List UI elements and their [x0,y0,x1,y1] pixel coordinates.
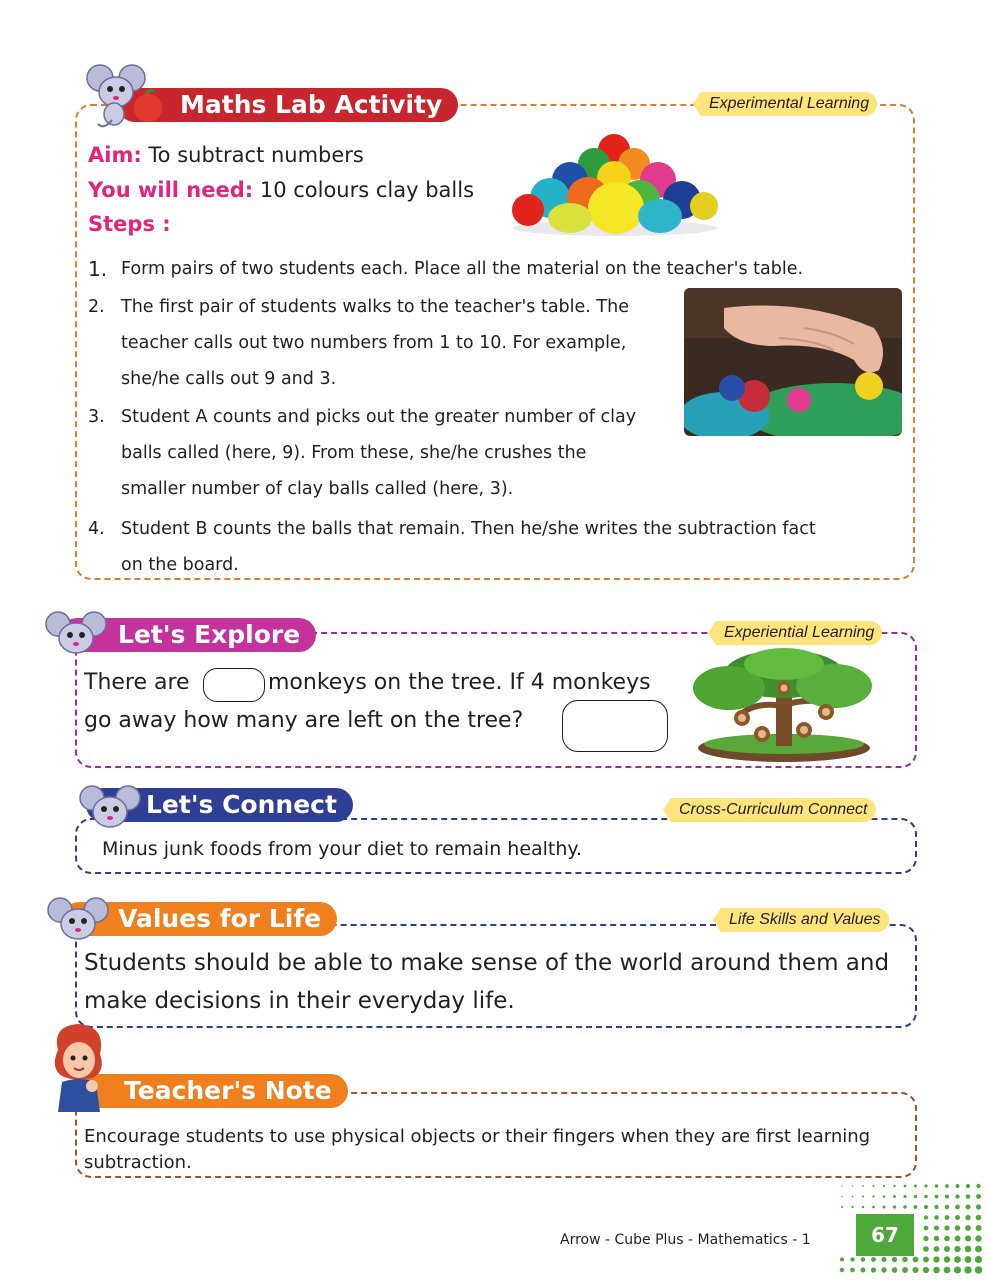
decor-dot [945,1215,950,1220]
decor-dot [975,1266,983,1274]
teacher-note-line: subtraction. [84,1152,192,1173]
decor-dot [944,1236,950,1242]
monkey-tree-image [684,646,874,766]
decor-dot [944,1246,950,1252]
decor-dot [852,1185,853,1186]
page-number: 67 [856,1214,914,1256]
decor-dot [965,1235,971,1241]
step-text-line: teacher calls out two numbers from 1 to 10. For example, [121,333,627,353]
explore-line-2 [84,704,523,738]
teacher-note-title: Teacher's Note [72,1074,348,1108]
decor-dot [882,1257,887,1262]
lab-tag-notch [693,92,701,116]
decor-dot [945,1205,949,1209]
explore-text: monkeys on the tree. If 4 monkeys [268,670,651,695]
explore-line-1b [268,666,651,700]
teacher-note-text [84,1124,870,1176]
teacher-note-line: Encourage students to use physical objects or their fingers when they are first learning [84,1126,871,1147]
hand-clay-photo [684,288,902,436]
values-tag: Life Skills and Values [721,908,889,932]
step-number: 1. [88,257,108,281]
decor-dot [861,1268,866,1273]
step-text-line: The first pair of students walks to the teacher's table. The [121,297,629,317]
values-line: make decisions in their everyday life. [84,988,515,1014]
decor-dot [934,1246,940,1252]
decor-dot [893,1185,895,1187]
explore-tag: Experiential Learning [716,621,882,645]
decor-dot [892,1267,898,1273]
lab-tag: Experimental Learning [701,92,877,116]
decor-dot [924,1226,929,1231]
decor-dot [924,1215,928,1219]
mouse-mascot-icon [74,784,144,834]
step-text-line: Student B counts the balls that remain. Then he/she writes the subtraction fact [121,519,816,539]
decor-dot [912,1267,918,1273]
need-text: 10 colours clay balls [259,178,475,202]
decor-dot [841,1185,842,1186]
lab-activity-title: Maths Lab Activity [118,88,458,122]
decor-dot [914,1185,917,1188]
mouse-mascot-icon [40,610,110,660]
decor-dot [966,1184,970,1188]
step-number: 2. [88,297,105,317]
decor-dot [934,1205,938,1209]
decor-dot [966,1194,971,1199]
clay-balls-image [510,128,720,236]
decor-dot [881,1267,886,1272]
decor-dot [851,1206,853,1208]
decor-dot [956,1184,960,1188]
decor-dot [913,1257,919,1263]
decor-dot [976,1204,981,1209]
decor-dot [923,1257,929,1263]
monkey-count-answer-box[interactable] [203,668,265,702]
decor-dot [935,1195,939,1199]
decor-dot [871,1267,876,1272]
step-text-line: balls called (here, 9). From these, she/he crushes the [121,443,587,463]
need-label: You will need: [88,178,254,202]
decor-dot [924,1184,927,1187]
decor-dot [935,1184,938,1187]
decor-dot [883,1206,886,1209]
mouse-mascot-icon [42,896,112,946]
aim-line [88,140,364,170]
decor-dot [852,1196,854,1198]
decor-dot [923,1246,929,1252]
decor-dot [873,1185,875,1187]
decor-dot [862,1195,864,1197]
decor-dot [902,1257,907,1262]
values-text [84,944,889,1020]
decor-dot [862,1185,864,1187]
decor-dot [883,1185,885,1187]
decor-dot [944,1267,951,1274]
connect-title: Let's Connect [86,788,353,822]
step-text-line: Student A counts and picks out the greater number of clay [121,407,637,427]
explore-text: go away how many are left on the tree? [84,708,524,733]
decor-dot [976,1184,980,1188]
decorative-dot-grid [836,1180,986,1280]
decor-dot [934,1215,939,1220]
decor-dot [934,1236,939,1241]
decor-dot [933,1256,939,1262]
decor-dot [914,1205,918,1209]
step-text: Form pairs of two students each. Place all the material on the teacher's table. [121,259,804,279]
step-text-line: she/he calls out 9 and 3. [121,369,337,389]
decor-dot [904,1185,907,1188]
teacher-girl-icon [48,1020,110,1112]
decor-dot [903,1195,906,1198]
values-tag-notch [713,908,721,932]
decor-dot [883,1195,886,1198]
explore-title: Let's Explore [60,618,316,652]
step-text-line: smaller number of clay balls called (here, 3). [121,479,514,499]
connect-text: Minus junk foods from your diet to remain healthy. [102,838,583,860]
decor-dot [975,1256,982,1263]
connect-tag: Cross-Curriculum Connect [671,798,876,822]
decor-dot [975,1235,981,1241]
decor-dot [841,1196,843,1198]
decor-dot [965,1256,972,1263]
decor-dot [903,1205,906,1208]
step-number: 4. [88,519,105,539]
decor-dot [861,1257,866,1262]
decor-dot [914,1195,917,1198]
decor-dot [945,1184,949,1188]
explore-tag-notch [708,621,716,645]
decor-dot [954,1256,961,1263]
decor-dot [872,1206,875,1209]
step-number: 3. [88,407,105,427]
decor-dot [862,1206,865,1209]
decor-dot [955,1225,961,1231]
connect-tag-notch [663,798,671,822]
decor-dot [965,1246,972,1253]
decor-dot [850,1268,855,1273]
monkeys-left-answer-box[interactable] [562,700,668,752]
decor-dot [965,1215,970,1220]
decor-dot [955,1194,959,1198]
decor-dot [955,1236,961,1242]
explore-text: There are [84,670,190,695]
mouse-mascot-icon [78,62,170,130]
aim-label: Aim: [88,143,142,167]
values-line: Students should be able to make sense of the world around them and [84,950,890,976]
decor-dot [841,1206,843,1208]
decor-dot [976,1194,981,1199]
decor-dot [976,1215,982,1221]
footer-book-title: Arrow - Cube Plus - Mathematics - 1 [560,1232,811,1248]
decor-dot [976,1225,982,1231]
decor-dot [954,1266,961,1273]
decor-dot [954,1246,960,1252]
decor-dot [872,1195,874,1197]
decor-dot [955,1215,960,1220]
values-title: Values for Life [62,902,337,936]
decor-dot [840,1258,844,1262]
decor-dot [933,1267,940,1274]
decor-dot [944,1225,949,1230]
decor-dot [944,1256,950,1262]
explore-line-1 [84,666,190,700]
decor-dot [840,1268,844,1272]
decor-dot [975,1246,982,1253]
decor-dot [924,1195,928,1199]
decor-dot [964,1266,971,1273]
decor-dot [934,1225,939,1230]
decor-dot [924,1205,928,1209]
aim-text: To subtract numbers [148,143,364,167]
decor-dot [902,1267,908,1273]
step-text-line: on the board. [121,555,239,575]
decor-dot [871,1257,876,1262]
decor-dot [892,1257,897,1262]
decor-dot [850,1257,854,1261]
decor-dot [945,1194,949,1198]
decor-dot [965,1225,971,1231]
decor-dot [955,1205,960,1210]
steps-label: Steps : [88,212,171,236]
decor-dot [923,1267,929,1273]
decor-dot [966,1205,971,1210]
decor-dot [893,1205,896,1208]
need-line [88,175,474,205]
decor-dot [893,1195,896,1198]
decor-dot [923,1236,928,1241]
